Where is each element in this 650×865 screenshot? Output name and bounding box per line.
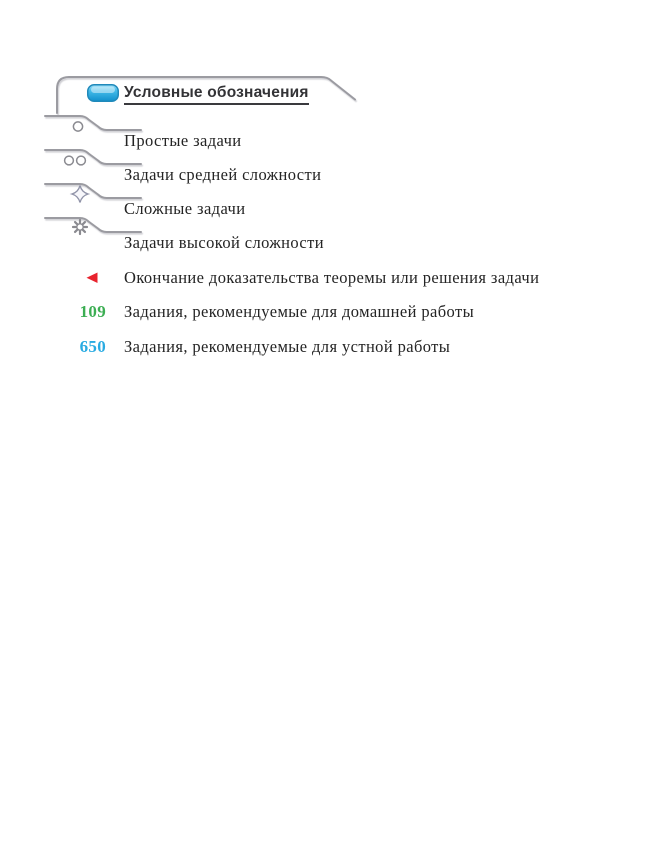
decorative-linework xyxy=(0,0,650,260)
legend-label-medium-tasks: Задачи средней сложности xyxy=(124,165,322,184)
legend-label-oral-tasks: Задания, рекомендуемые для устной работы xyxy=(124,337,451,356)
sun-icon xyxy=(73,220,87,234)
green-task-number: 109 xyxy=(79,302,106,321)
page-title: Условные обозначения xyxy=(124,84,309,105)
four-point-star-icon xyxy=(72,186,88,203)
legend-label-very-hard-tasks: Задачи высокой сложности xyxy=(124,233,324,252)
tab-outline-1 xyxy=(45,116,141,130)
legend-label-simple-tasks: Простые задачи xyxy=(124,131,242,150)
legend-label-homework-tasks: Задания, рекомендуемые для домашней работы xyxy=(124,302,475,321)
blue-task-number: 650 xyxy=(79,337,106,356)
double-circle-icon xyxy=(65,156,86,165)
legend-label-end-of-proof: Окончание доказательства теоремы или решения задачи xyxy=(124,268,540,287)
blue-glossy-pill-icon xyxy=(87,84,119,102)
single-circle-icon xyxy=(73,122,82,131)
legend-label-hard-tasks: Сложные задачи xyxy=(124,199,246,218)
red-left-triangle-icon xyxy=(85,272,99,284)
